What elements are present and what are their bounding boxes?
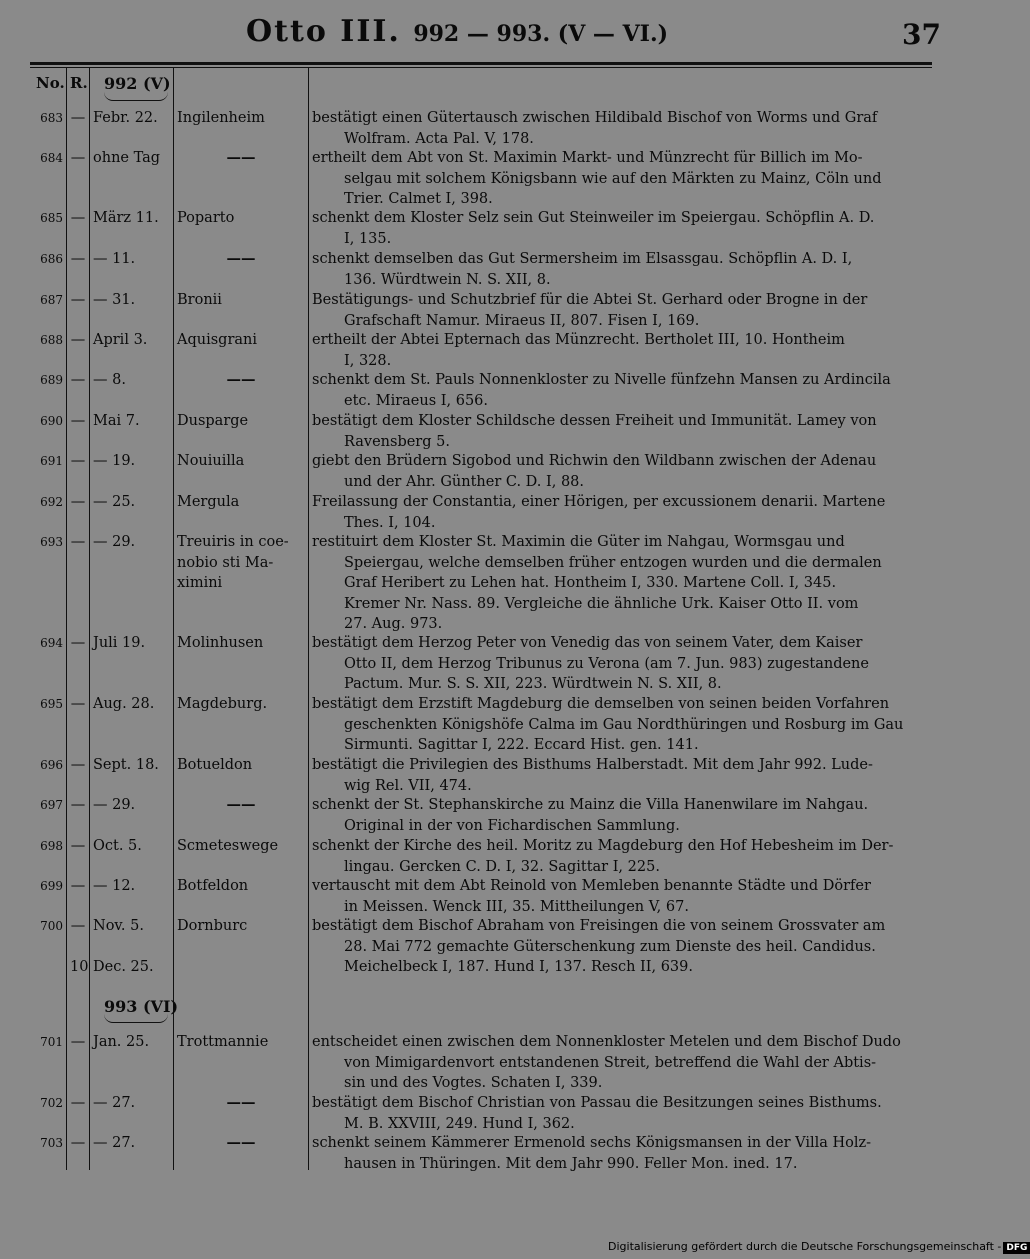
entry-number: 694 (40, 636, 63, 650)
entry-text-line: giebt den Brüdern Sigobod und Richwin den Wildbann zwischen der Adenau (312, 453, 877, 469)
entry-text (312, 330, 930, 371)
entry-text-line: Original in der von Fichardischen Sammlung. (344, 817, 680, 834)
title-years: 992 — 993. (V — VI.) (413, 21, 669, 47)
entry-number: 696 (40, 758, 63, 772)
entry-place: Trottmannie (177, 1034, 269, 1050)
entry-text-line: entscheidet einen zwischen dem Nonnenkloster Metelen und dem Bischof Dudo (312, 1034, 901, 1050)
entry-place: Ingilenheim (177, 110, 265, 126)
entry-r: — (70, 210, 86, 226)
entry-text-line: schenkt demselben das Gut Sermersheim im Elsassgau. Schöpflin A. D. I, (312, 251, 853, 267)
entry-date: Juli 19. (93, 635, 146, 651)
entry-place: Treuiris in coe-nobio sti Ma-ximini (177, 534, 289, 591)
entry-date: — 29. (93, 797, 136, 813)
entry-text-line: lingau. Gercken C. D. I, 32. Sagittar I, 225. (344, 858, 660, 875)
entry-text-line: Bestätigungs- und Schutzbrief für die Abtei St. Gerhard oder Brogne in der (312, 292, 868, 308)
footer-text: Digitalisierung gefördert durch die Deutsche Forschungsgemeinschaft - (608, 1240, 1002, 1253)
entry-number: 702 (40, 1096, 63, 1110)
entry-text-line: Freilassung der Constantia, einer Hörigen, per excussionem denarii. Martene (312, 494, 886, 510)
entry-date: Sept. 18. (93, 757, 159, 773)
entry-place: —— (226, 1094, 256, 1111)
entry-text-line: Graf Heribert zu Lehen hat. Hontheim I, 330. Martene Coll. I, 345. (344, 575, 837, 591)
entry-text-line: Kremer Nr. Nass. 89. Vergleiche die ähnliche Urk. Kaiser Otto II. vom (344, 595, 859, 612)
entry-date: — 8. (93, 372, 126, 388)
entry-text-line: Thes. I, 104. (344, 514, 436, 531)
entry-place: Dornburc (177, 918, 248, 934)
entry-text-line: Otto II, dem Herzog Tribunus zu Verona (am 7. Jun. 983) zugestandene (344, 655, 869, 672)
column-divider (66, 68, 67, 1170)
entry-text (312, 290, 930, 331)
entry-date: März 11. (93, 210, 159, 226)
entry-number: 699 (40, 879, 63, 893)
year-brace (104, 1014, 168, 1023)
entry-r: — (70, 696, 86, 712)
entry-number: 692 (40, 495, 63, 509)
entry-r: — (70, 635, 86, 651)
column-header-no: No. (36, 74, 65, 92)
column-divider (308, 68, 309, 1170)
entry-r: — (70, 332, 86, 348)
entry-text-line: bestätigt einen Gütertausch zwischen Hildibald Bischof von Worms und Graf (312, 110, 878, 126)
entry-r: — (70, 110, 86, 126)
dfg-logo: DFG (1003, 1242, 1030, 1254)
entry-text (312, 370, 930, 411)
entry-place: Mergula (177, 494, 240, 510)
page-title (246, 14, 668, 49)
year-heading-993: 993 (VI) (104, 997, 179, 1016)
entry-text-line: Ravensberg 5. (344, 433, 450, 450)
entry-text-line: 28. Mai 772 gemachte Güterschenkung zum Dienste des heil. Candidus. (344, 938, 876, 955)
entry-text-line: schenkt der Kirche des heil. Moritz zu Magdeburg den Hof Hebesheim im Der- (312, 838, 894, 854)
entry-date: — 27. (93, 1095, 136, 1111)
page-header (0, 8, 1000, 52)
year-brace (104, 92, 168, 101)
entry-r: — (70, 1095, 86, 1111)
entry-text (312, 633, 930, 695)
entry-text (312, 108, 930, 149)
entry-text-line: Grafschaft Namur. Miraeus II, 807. Fisen I, 169. (344, 312, 700, 329)
entry-text-line: restituirt dem Kloster St. Maximin die Güter im Nahgau, Wormsgau und (312, 534, 845, 550)
entry-number: 701 (40, 1035, 63, 1049)
entry-r: — (70, 797, 86, 813)
entry-date: April 3. (93, 332, 148, 348)
entry-text-line: bestätigt dem Kloster Schildsche dessen Freiheit und Immunität. Lamey von (312, 413, 877, 429)
entry-place: Bronii (177, 292, 222, 308)
entry-date: — 19. (93, 453, 136, 469)
entry-date: — 31. (93, 292, 136, 308)
entry-number: 693 (40, 535, 63, 549)
entry-date: — 29. (93, 534, 136, 550)
entry-place: Botueldon (177, 757, 253, 773)
entry-text (312, 1032, 930, 1094)
entry-text-line: M. B. XXVIII, 249. Hund I, 362. (344, 1115, 575, 1132)
entry-date: ohne Tag (93, 150, 161, 166)
entry-place: —— (226, 1134, 256, 1151)
entry-text (312, 532, 930, 635)
entry-r: — (70, 878, 86, 894)
entry-text-line: 136. Würdtwein N. S. XII, 8. (344, 271, 551, 288)
entry-text (312, 249, 930, 290)
entry-date: Aug. 28. (93, 696, 155, 712)
entry-text-line: Meichelbeck I, 187. Hund I, 137. Resch II, 639. (344, 959, 693, 975)
entry-place: —— (226, 250, 256, 267)
page-number: 37 (902, 18, 941, 51)
entry-place: Aquisgrani (177, 332, 258, 348)
entry-place: Poparto (177, 210, 235, 226)
entry-r: — (70, 1034, 86, 1050)
entry-text-line: bestätigt die Privilegien des Bisthums Halberstadt. Mit dem Jahr 992. Lude- (312, 757, 873, 773)
entry-number: 687 (40, 293, 63, 307)
entry-text (312, 1093, 930, 1134)
entry-date: Jan. 25. (93, 1034, 150, 1050)
entry-text-line: bestätigt dem Bischof Christian von Passau die Besitzungen seines Bisthums. (312, 1095, 882, 1111)
entry-text-line: Trier. Calmet I, 398. (344, 191, 493, 207)
entry-date: — 12. (93, 878, 136, 894)
entry-number: 686 (40, 252, 63, 266)
entry-text-line: schenkt der St. Stephanskirche zu Mainz die Villa Hanenwilare im Nahgau. (312, 797, 869, 813)
entry-text-line: hausen in Thüringen. Mit dem Jahr 990. Feller Mon. ined. 17. (344, 1155, 798, 1172)
entry-text-line: I, 328. (344, 352, 392, 369)
entry-place: —— (226, 796, 256, 813)
entry-r: — (70, 413, 86, 429)
entry-text (312, 836, 930, 877)
entry-r: — (70, 150, 86, 166)
header-rule (30, 62, 932, 65)
entry-date: Oct. 5. (93, 838, 142, 854)
entry-text-line: geschenkten Königshöfe Calma im Gau Nordthüringen und Rosburg im Gau (344, 716, 904, 733)
entry-text-line: sin und des Vogtes. Schaten I, 339. (344, 1075, 603, 1091)
entry-number: 695 (40, 697, 63, 711)
entry-place: Magdeburg. (177, 696, 268, 712)
entry-text-line: wig Rel. VII, 474. (344, 777, 472, 794)
entry-number: 691 (40, 454, 63, 468)
entry-date: Mai 7. (93, 413, 140, 429)
entry-place: Molinhusen (177, 635, 264, 651)
entry-text-line: bestätigt dem Bischof Abraham von Freisingen die von seinem Grossvater am (312, 918, 886, 934)
title-text: Otto III. (246, 14, 401, 49)
entry-number: 698 (40, 839, 63, 853)
entry-place: —— (226, 149, 256, 166)
column-header-r: R. (70, 74, 88, 92)
entry-number: 700 (40, 919, 63, 933)
header-rule-thin (30, 67, 932, 68)
entry-text-line: in Meissen. Wenck III, 35. Mittheilungen V, 67. (344, 898, 689, 915)
entry-text-line: 27. Aug. 973. (344, 616, 443, 632)
entry-text-line: schenkt seinem Kämmerer Ermenold sechs Königsmansen in der Villa Holz- (312, 1135, 872, 1151)
entry-date: — 11. (93, 251, 136, 267)
entry-r: — (70, 292, 86, 308)
entry-place: Dusparge (177, 413, 249, 429)
footer-credit (608, 1240, 1030, 1254)
entry-text-line: von Mimigardenvort entstandenen Streit, betreffend die Wahl der Abtis- (344, 1054, 877, 1071)
entry-text (312, 492, 930, 533)
entry-text (312, 916, 930, 978)
entry-text-line: I, 135. (344, 230, 392, 247)
entry-number: 689 (40, 373, 63, 387)
entry-number: 688 (40, 333, 63, 347)
entry-text-line: selgau mit solchem Königsbann wie auf den Märkten zu Mainz, Cöln und (344, 170, 882, 187)
entry-text (312, 876, 930, 917)
entry-r: — (70, 1135, 86, 1151)
entry-text-line: Speiergau, welche demselben früher entzogen wurden und die dermalen (344, 554, 882, 571)
year-heading-992: 992 (V) (104, 74, 171, 93)
entry-text-line: ertheilt der Abtei Epternach das Münzrecht. Bertholet III, 10. Hontheim (312, 332, 845, 348)
entry-date: Dec. 25. (93, 959, 154, 975)
entry-r: 10 (70, 959, 89, 975)
entry-text-line: Sirmunti. Sagittar I, 222. Eccard Hist. gen. 141. (344, 737, 699, 753)
entry-text (312, 208, 930, 249)
entry-text (312, 755, 930, 796)
entry-text-line: und der Ahr. Günther C. D. I, 88. (344, 473, 585, 490)
entry-date: — 27. (93, 1135, 136, 1151)
entry-text (312, 1133, 930, 1174)
entry-text (312, 694, 930, 756)
entry-number: 690 (40, 414, 63, 428)
entry-text-line: etc. Miraeus I, 656. (344, 392, 489, 409)
entry-r: — (70, 534, 86, 550)
entry-text-line: Pactum. Mur. S. S. XII, 223. Würdtwein N. S. XII, 8. (344, 676, 722, 692)
entry-text-line: ertheilt dem Abt von St. Maximin Markt- und Münzrecht für Billich im Mo- (312, 150, 863, 166)
entry-date: Nov. 5. (93, 918, 144, 934)
entry-text-line: schenkt dem Kloster Selz sein Gut Steinweiler im Speiergau. Schöpflin A. D. (312, 210, 875, 226)
entry-text-line: bestätigt dem Herzog Peter von Venedig das von seinem Vater, dem Kaiser (312, 635, 863, 651)
entry-number: 683 (40, 111, 63, 125)
entry-text-line: schenkt dem St. Pauls Nonnenkloster zu Nivelle fünfzehn Mansen zu Ardincila (312, 372, 891, 388)
entry-place: Botfeldon (177, 878, 249, 894)
entry-text (312, 148, 930, 210)
entry-text (312, 451, 930, 492)
entry-place: —— (226, 371, 256, 388)
entry-number: 684 (40, 151, 63, 165)
entry-r: — (70, 918, 86, 934)
entry-number: 685 (40, 211, 63, 225)
entry-r: — (70, 372, 86, 388)
entry-number: 703 (40, 1136, 63, 1150)
entry-text (312, 795, 930, 836)
entry-r: — (70, 453, 86, 469)
entry-r: — (70, 838, 86, 854)
entry-text (312, 411, 930, 452)
entry-place: Nouiuilla (177, 453, 245, 469)
entry-r: — (70, 757, 86, 773)
entry-date: — 25. (93, 494, 136, 510)
entry-number: 697 (40, 798, 63, 812)
entry-text-line: bestätigt dem Erzstift Magdeburg die demselben von seinen beiden Vorfahren (312, 696, 890, 712)
entry-r: — (70, 494, 86, 510)
column-divider (89, 68, 90, 1170)
entry-r: — (70, 251, 86, 267)
entry-date: Febr. 22. (93, 110, 158, 126)
entry-text-line: vertauscht mit dem Abt Reinold von Memleben benannte Städte und Dörfer (312, 878, 871, 894)
entry-place: Scmeteswege (177, 838, 279, 854)
entry-text-line: Wolfram. Acta Pal. V, 178. (344, 130, 534, 147)
